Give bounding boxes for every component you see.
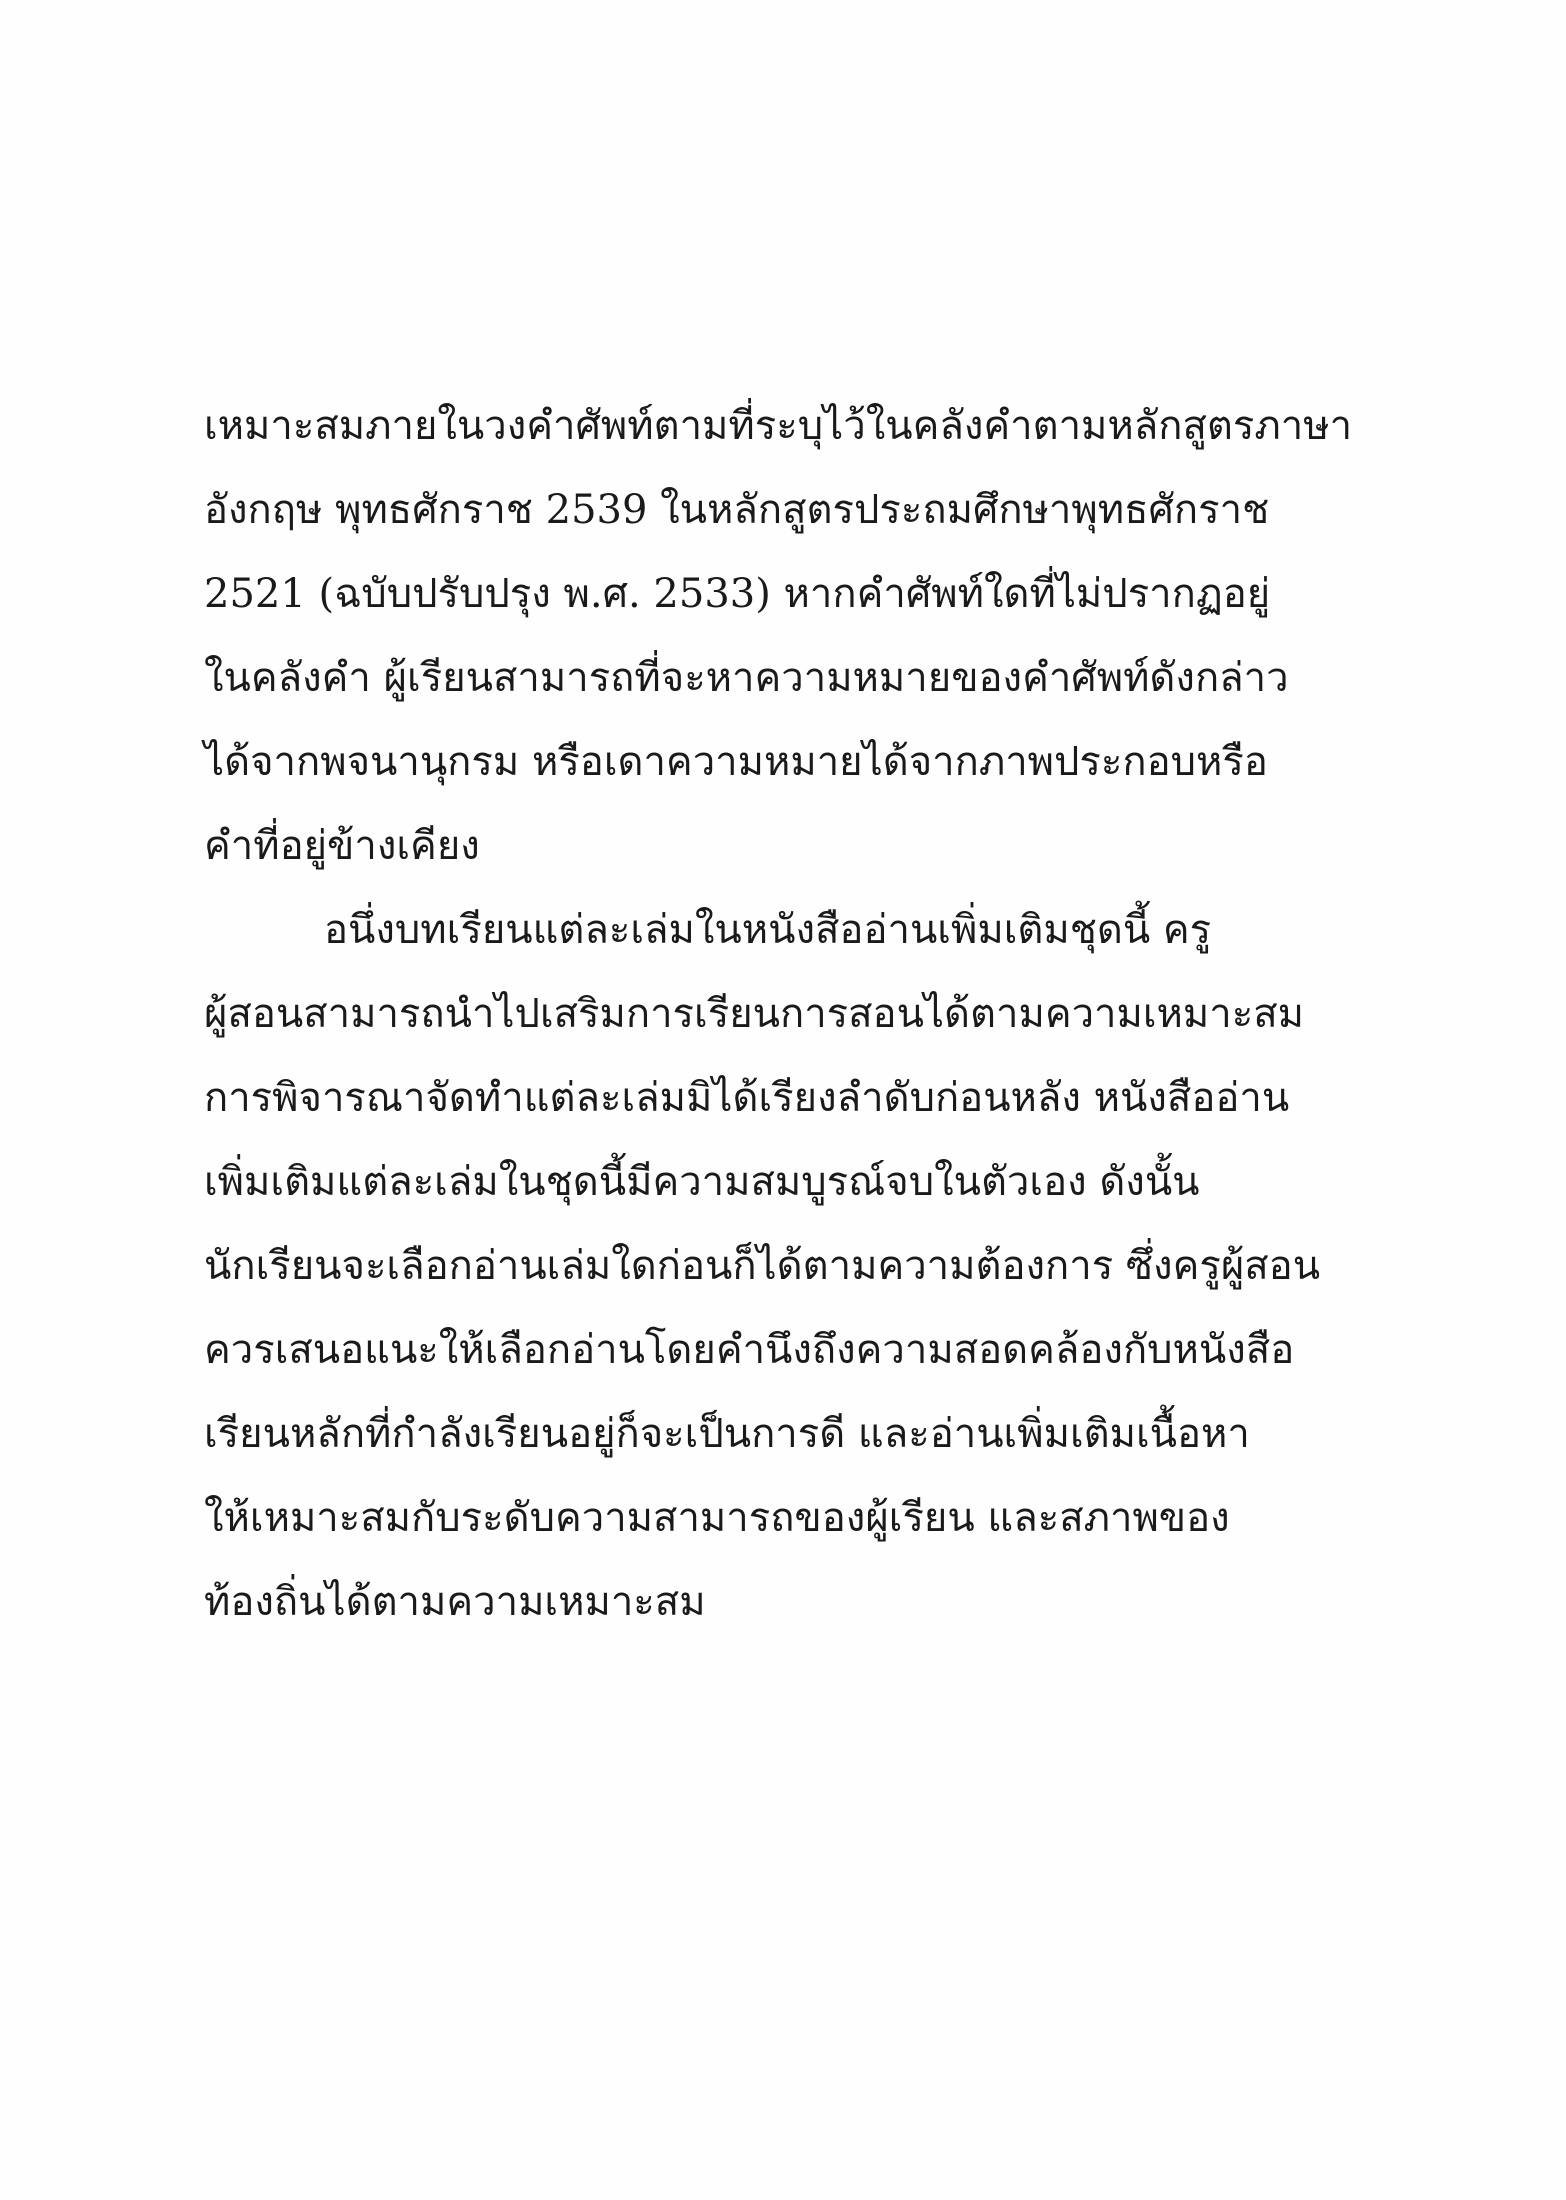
text-line: ท้องถิ่นได้ตามความเหมาะสม (204, 1579, 706, 1625)
text-line: เรียนหลักที่กำลังเรียนอยู่ก็จะเป็นการดี และอ่านเพิ่มเติมเนื้อหา (204, 1411, 1250, 1457)
body-text (204, 384, 1404, 1644)
text-line: การพิจารณาจัดทำแต่ละเล่มมิได้เรียงลำดับก่อนหลัง หนังสืออ่าน (204, 1075, 1290, 1121)
text-line: 2521 (ฉบับปรับปรุง พ.ศ. 2533) หากคำศัพท์ใดที่ไม่ปรากฏอยู่ (204, 571, 1271, 617)
paragraph-1 (204, 384, 1404, 888)
text-line: เหมาะสมภายในวงคำศัพท์ตามที่ระบุไว้ในคลังคำตามหลักสูตรภาษา (204, 403, 1353, 449)
text-line: ผู้สอนสามารถนำไปเสริมการเรียนการสอนได้ตามความเหมาะสม (204, 991, 1304, 1037)
text-line: ให้เหมาะสมกับระดับความสามารถของผู้เรียน และสภาพของ (204, 1495, 1230, 1541)
text-line: เพิ่มเติมแต่ละเล่มในชุดนี้มีความสมบูรณ์จบในตัวเอง ดังนั้น (204, 1159, 1200, 1205)
text-line: ในคลังคำ ผู้เรียนสามารถที่จะหาความหมายของคำศัพท์ดังกล่าว (204, 655, 1289, 701)
text-line: อนึ่งบทเรียนแต่ละเล่มในหนังสืออ่านเพิ่มเติมชุดนี้ ครู (324, 907, 1212, 953)
text-line: ควรเสนอแนะให้เลือกอ่านโดยคำนึงถึงความสอดคล้องกับหนังสือ (204, 1327, 1295, 1373)
text-line: ได้จากพจนานุกรม หรือเดาความหมายได้จากภาพประกอบหรือ (204, 739, 1268, 785)
text-line: อังกฤษ พุทธศักราช 2539 ในหลักสูตรประถมศึกษาพุทธศักราช (204, 487, 1270, 533)
text-line: นักเรียนจะเลือกอ่านเล่มใดก่อนก็ได้ตามความต้องการ ซึ่งครูผู้สอน (204, 1243, 1321, 1289)
text-line: คำที่อยู่ข้างเคียง (204, 823, 480, 869)
paragraph-2 (204, 888, 1404, 1644)
